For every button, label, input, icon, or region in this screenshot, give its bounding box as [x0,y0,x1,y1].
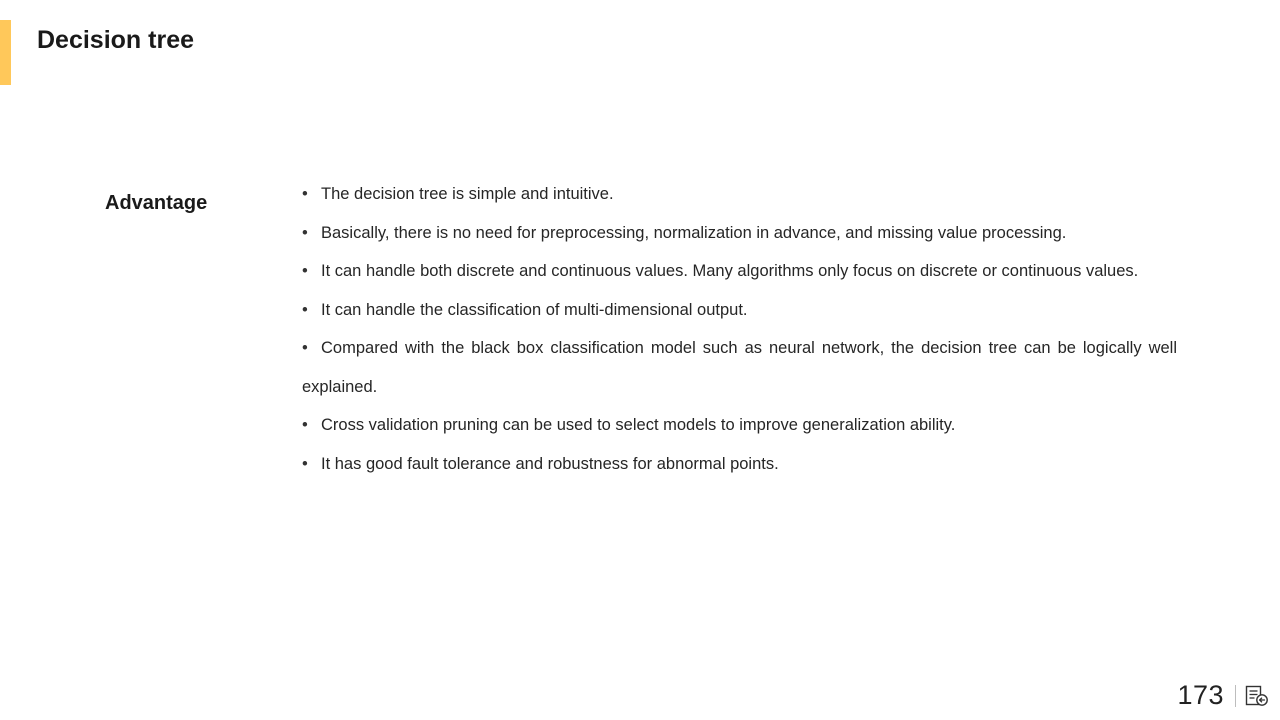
list-item [302,252,1177,291]
list-item [302,329,1177,406]
bullet-marker: • [302,223,308,242]
list-item-text: It has good fault tolerance and robustness for abnormal points. [321,454,779,473]
list-item-text: It can handle both discrete and continuous values. Many algorithms only focus on discrete or continuous values. [321,262,1139,280]
list-item [302,445,1177,484]
list-item-text: It can handle the classification of multi-dimensional output. [321,300,748,319]
advantage-list [302,175,1177,483]
list-item-text: Basically, there is no need for preprocessing, normalization in advance, and missing value processing. [321,223,1067,242]
footer-divider [1235,685,1236,707]
bullet-marker: • [302,416,308,434]
slide-title: Decision tree [37,26,195,54]
bullet-marker: • [302,262,308,280]
list-item [302,214,1177,253]
document-return-icon[interactable] [1245,685,1269,707]
title-accent-bar [0,20,11,85]
list-item [302,406,1177,445]
list-item [302,291,1177,330]
list-item-text: Cross validation pruning can be used to select models to improve generalization ability. [321,416,956,434]
section-label: Advantage [105,192,208,214]
bullet-marker: • [302,454,308,473]
list-item-text: The decision tree is simple and intuitive. [321,185,614,203]
list-item [302,175,1177,214]
page-number: 173 [1177,680,1224,710]
bullet-marker: • [302,185,308,203]
bullet-marker: • [302,339,308,357]
bullet-marker: • [302,300,308,319]
list-item-text: Compared with the black box classification model such as neural network, the decision tree can be logically well explained. [302,339,1177,396]
